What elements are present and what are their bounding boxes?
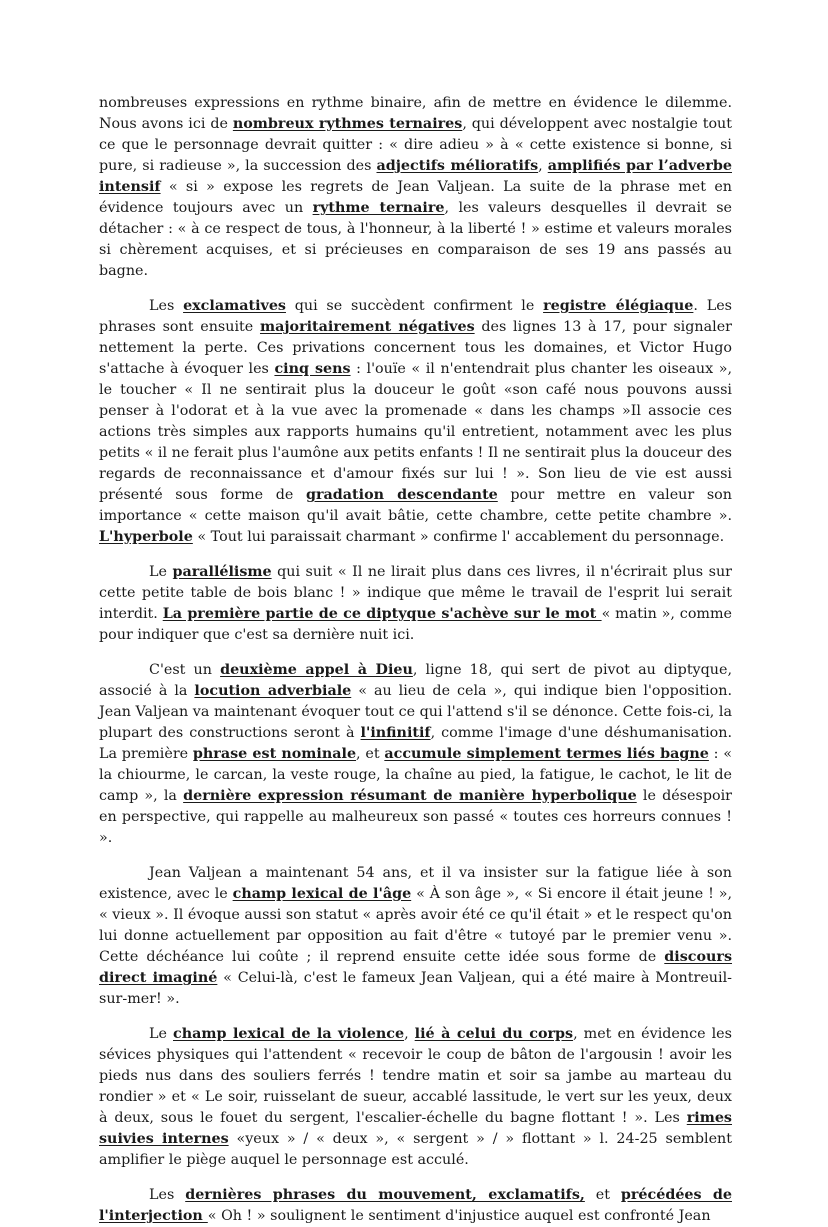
emphasized-term: l'infinitif <box>360 725 431 741</box>
paragraph-text: « matin », comme pour indiquer que c'est sa dernière nuit ici. <box>99 606 732 643</box>
emphasized-term: La première partie de ce diptyque s'achève sur le mot <box>162 606 602 622</box>
paragraph-text: , ligne 18, qui sert de pivot au diptyque, associé à la <box>99 662 733 699</box>
emphasized-term: majoritairement négatives <box>259 319 475 335</box>
paragraph-text: , <box>538 158 548 174</box>
emphasized-term: phrase est nominale <box>192 746 357 762</box>
paragraph-text: , et <box>356 746 385 762</box>
paragraph-text: « Oh ! » soulignent le sentiment d'injustice auquel est confronté Jean <box>207 1208 711 1224</box>
body-paragraph <box>99 863 732 1010</box>
emphasized-term: registre élégiaque <box>543 298 694 314</box>
emphasized-term: locution adverbiale <box>194 683 352 699</box>
paragraph-text: , met en évidence les sévices physiques qui l'attendent « recevoir le coup de bâton de l'argousin ! avoir les pieds nus dans des souliers ferrés ! tendre matin et soir sa jambe au marteau du rondier » et « Le soir, ruisselant de sueur, accablé lassitude, le vert sur les yeux, deux à deux, sous le fouet du sergent, l'escalier-échelle du bagne flottant ! ». Les <box>99 1026 732 1126</box>
emphasized-term: rimes suivies internes <box>99 1110 732 1147</box>
paragraph-text: , les valeurs desquelles il devrait se détacher : « à ce respect de tous, à l'honneur, à la liberté ! » estime et valeurs morales si chèrement acquises, et si précieuses en comparaison de ses 19 ans passés au bagne. <box>99 200 732 279</box>
emphasized-term: précédées de l'interjection <box>99 1187 732 1224</box>
paragraph-text: Jean Valjean a maintenant 54 ans, et il va insister sur la fatigue liée à son existence, avec le <box>99 865 732 902</box>
emphasized-term: exclamatives <box>183 298 286 314</box>
emphasized-term: adjectifs mélioratifs <box>376 158 539 174</box>
emphasized-term: gradation descendante <box>306 487 498 503</box>
emphasized-term: lié à celui du corps <box>414 1026 574 1042</box>
paragraph-text: . Les phrases sont ensuite <box>99 298 733 335</box>
emphasized-term: nombreux rythmes ternaires <box>232 116 463 132</box>
emphasized-term: amplifiés par l’adverbe intensif <box>99 158 732 195</box>
paragraph-text: Les <box>149 298 184 314</box>
emphasized-term: accumule simplement termes liés bagne <box>384 746 709 762</box>
paragraph-text: : l'ouïe « il n'entendrait plus chanter les oiseaux », le toucher « Il ne sentirait plus la douceur le goût «son café nous pouvons aussi penser à l'odorat et à la vue avec la promenade « dans les champs »Il associe ces actions très simples aux rapports humains qu'il entretient, notamment avec les plus petits « il ne ferait plus l'aumône aux petits enfants ! Il ne sentirait plus la douceur des regards de reconnaissance et d'amour fixés sur lui ! ». Son lieu de vie est aussi présenté sous forme de <box>99 361 733 503</box>
paragraph-text: nombreuses expressions en rythme binaire, afin de mettre en évidence le dilemme. Nous avons ici de <box>99 95 732 132</box>
body-paragraph <box>99 93 732 282</box>
emphasized-term: dernières phrases du mouvement, exclamatifs, <box>185 1187 585 1203</box>
body-paragraph <box>99 660 732 849</box>
emphasized-term: L'hyperbole <box>99 529 193 545</box>
paragraph-text: , <box>404 1026 415 1042</box>
emphasized-term: rythme ternaire <box>312 200 445 216</box>
paragraph-text: Les <box>149 1187 186 1203</box>
paragraph-text: « Tout lui paraissait charmant » confirme l' accablement du personnage. <box>192 529 725 545</box>
paragraph-text: « si » expose les regrets de Jean Valjean. La suite de la phrase met en évidence toujours avec un <box>99 179 732 216</box>
paragraph-text: «yeux » / « deux », « sergent » / » flottant » l. 24-25 semblent amplifier le piège auquel le personnage est acculé. <box>99 1131 732 1168</box>
emphasized-term: champ lexical de la violence <box>173 1026 405 1042</box>
emphasized-term: discours direct imaginé <box>99 949 732 986</box>
paragraph-text: et <box>584 1187 621 1203</box>
paragraph-text: C'est un <box>149 662 221 678</box>
paragraph-text: Le <box>149 1026 173 1042</box>
emphasized-term: dernière expression résumant de manière hyperbolique <box>183 788 637 804</box>
emphasized-term: champ lexical de l'âge <box>232 886 412 902</box>
paragraph-text: « au lieu de cela », qui indique bien l'opposition. Jean Valjean va maintenant évoquer tout ce qui l'attend s'il se dénonce. Cette fois-ci, la plupart des constructions seront à <box>99 683 732 741</box>
emphasized-term: deuxième appel à Dieu <box>220 662 413 678</box>
paragraph-text: des lignes 13 à 17, pour signaler nettement la perte. Ces privations concernent tous les domaines, et Victor Hugo s'attache à évoquer les <box>99 319 732 377</box>
paragraph-text: le désespoir en perspective, qui rappelle au malheureux son passé « toutes ces horreurs connues ! ». <box>99 788 732 846</box>
paragraph-text: « À son âge », « Si encore il était jeune ! », « vieux ». Il évoque aussi son statut « après avoir été ce qu'il était » et le respect qu'on lui donne actuellement par opposition au fait d'être « tutoyé par le premier venu ». Cette déchéance lui coûte ; il reprend ensuite cette idée sous forme de <box>99 886 732 965</box>
body-paragraph <box>99 562 732 646</box>
paragraph-text: pour mettre en valeur son importance « cette maison qu'il avait bâtie, cette chambre, cette petite chambre ». <box>99 487 732 524</box>
paragraph-text: « Celui-là, c'est le fameux Jean Valjean, qui a été maire à Montreuil-sur-mer! ». <box>99 970 732 1007</box>
paragraph-text: Le <box>149 564 173 580</box>
paragraph-text: , comme l'image d'une déshumanisation. La première <box>99 725 732 762</box>
paragraph-text: : « la chiourme, le carcan, la veste rouge, la chaîne au pied, la fatigue, le cachot, le lit de camp », la <box>99 746 732 804</box>
paragraph-text: qui suit « Il ne lirait plus dans ces livres, il n'écrirait plus sur cette petite table de bois blanc ! » indique que même le travail de l'esprit lui serait interdit. <box>99 564 732 622</box>
paragraph-text: qui se succèdent confirment le <box>285 298 544 314</box>
body-paragraph <box>99 1024 732 1171</box>
emphasized-term: cinq sens <box>274 361 351 377</box>
body-paragraph <box>99 1185 732 1227</box>
body-paragraph <box>99 296 732 548</box>
paragraph-text: , qui développent avec nostalgie tout ce que le personnage devrait quitter : « dire adieu » à « cette existence si bonne, si pure, si radieuse », la succession des <box>99 116 733 174</box>
emphasized-term: parallélisme <box>172 564 272 580</box>
